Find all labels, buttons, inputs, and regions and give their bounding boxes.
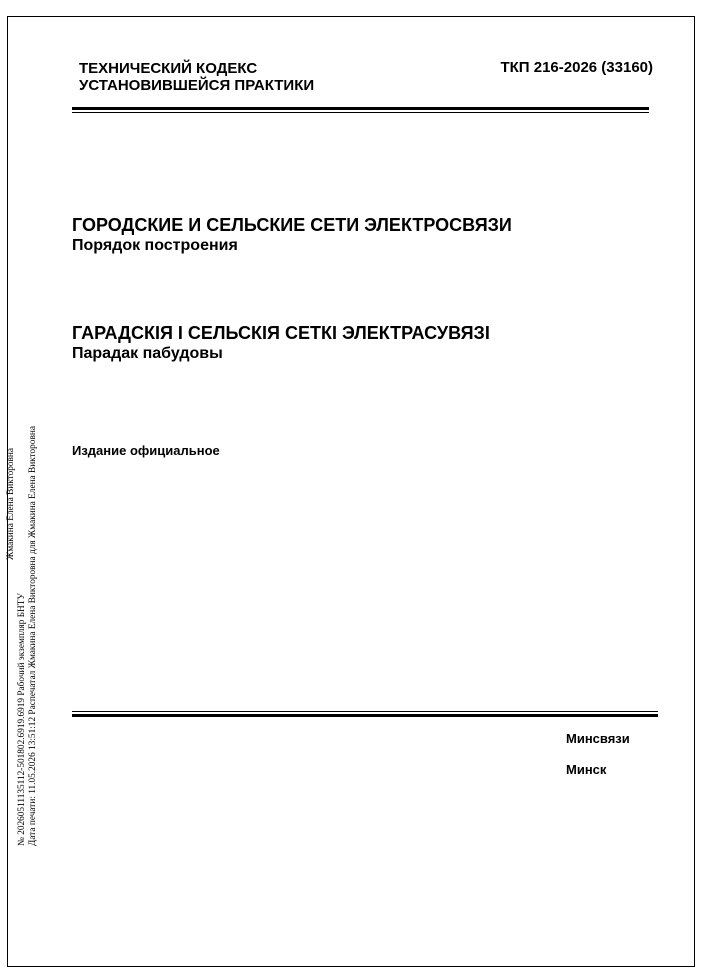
title-belarusian-main: ГАРАДСКІЯ І СЕЛЬСКІЯ СЕТКІ ЭЛЕКТРАСУВЯЗІ xyxy=(72,323,490,343)
publisher-city: Минск xyxy=(566,762,607,777)
title-belarusian-subtitle: Парадак пабудовы xyxy=(72,345,223,362)
print-stamp-line-3: Жмакина Елена Викторовна xyxy=(6,447,16,560)
print-stamp-line-2: Дата печати: 11.05.2026 13:51:12 Распечатал Жмакина Елена Викторовна для Жмакина Елена Викторовна xyxy=(28,426,38,846)
document-type xyxy=(79,60,314,94)
footer-rule-thin xyxy=(72,711,658,712)
edition-label: Издание официальное xyxy=(72,443,220,458)
footer-rule-thick xyxy=(72,714,658,717)
header-rule-thin xyxy=(72,112,649,113)
page-frame xyxy=(7,16,695,967)
title-belarusian xyxy=(72,322,490,364)
print-stamp-line-1: № 20260511135112-501802.6919.6919 Рабочий экземпляр БНТУ xyxy=(17,592,27,846)
title-russian-subtitle: Порядок построения xyxy=(72,237,238,254)
document-type-line-2: УСТАНОВИВШЕЙСЯ ПРАКТИКИ xyxy=(79,77,315,94)
document-type-line-1: ТЕХНИЧЕСКИЙ КОДЕКС xyxy=(79,60,258,77)
print-stamp xyxy=(6,276,39,846)
publisher-organization: Минсвязи xyxy=(566,731,630,746)
title-russian-main: ГОРОДСКИЕ И СЕЛЬСКИЕ СЕТИ ЭЛЕКТРОСВЯЗИ xyxy=(72,215,512,235)
document-code: ТКП 216-2026 (33160) xyxy=(500,59,653,76)
title-russian xyxy=(72,214,512,256)
header-rule-thick xyxy=(72,107,649,110)
